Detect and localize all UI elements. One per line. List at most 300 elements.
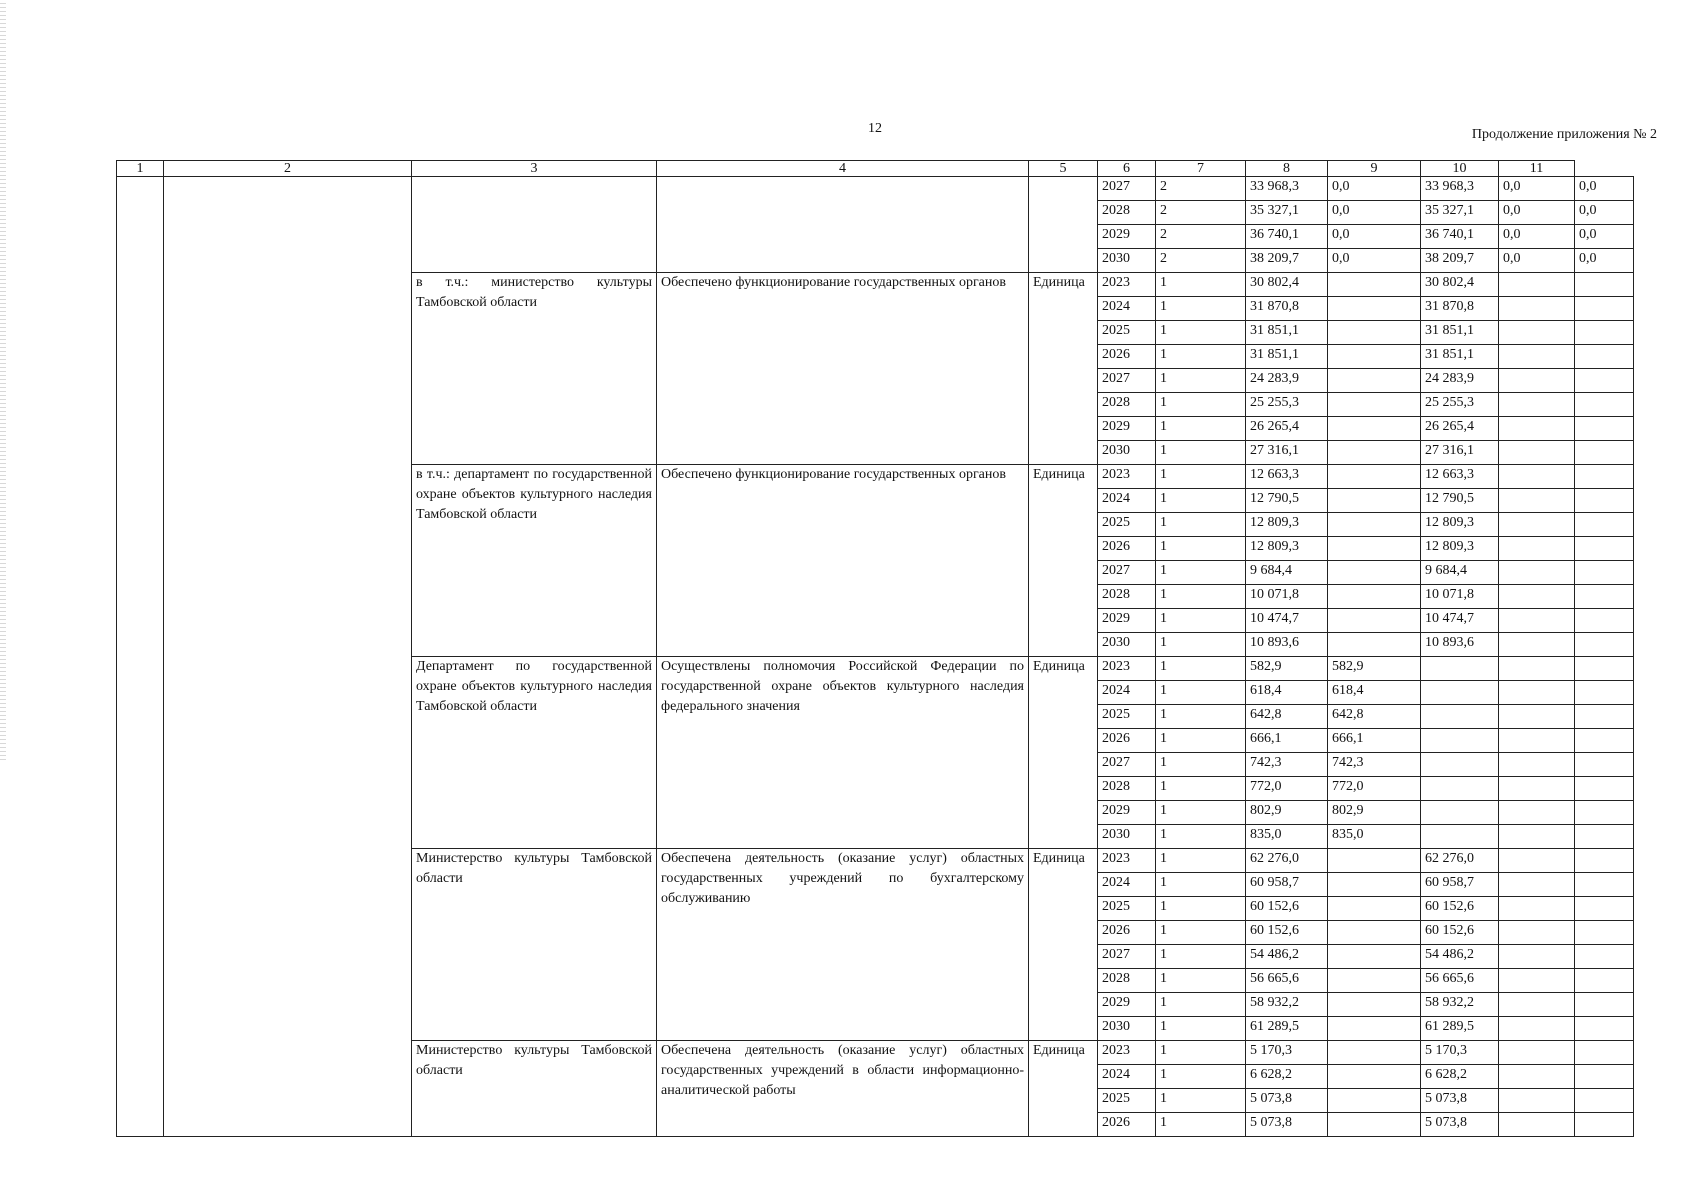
- local-cell: [1499, 657, 1575, 681]
- indicator-cell: 1: [1156, 537, 1246, 561]
- budget-table: [116, 160, 1634, 1137]
- indicator-cell: 1: [1156, 801, 1246, 825]
- other-cell: [1575, 369, 1634, 393]
- other-cell: [1575, 729, 1634, 753]
- local-cell: [1499, 681, 1575, 705]
- year-cell: 2024: [1098, 873, 1156, 897]
- result-cell: Обеспечена деятельность (оказание услуг) областных государственных учреждений по бухгалтерскому обслуживанию: [657, 849, 1029, 1041]
- total-cell: 5 073,8: [1246, 1089, 1328, 1113]
- local-cell: [1499, 633, 1575, 657]
- year-cell: 2027: [1098, 561, 1156, 585]
- regional-cell: 60 958,7: [1421, 873, 1499, 897]
- other-cell: [1575, 273, 1634, 297]
- local-cell: [1499, 273, 1575, 297]
- year-cell: 2023: [1098, 657, 1156, 681]
- other-cell: [1575, 465, 1634, 489]
- local-cell: [1499, 441, 1575, 465]
- other-cell: [1575, 513, 1634, 537]
- federal-cell: [1328, 369, 1421, 393]
- federal-cell: [1328, 945, 1421, 969]
- regional-cell: 60 152,6: [1421, 921, 1499, 945]
- regional-cell: 61 289,5: [1421, 1017, 1499, 1041]
- other-cell: [1575, 849, 1634, 873]
- year-cell: 2030: [1098, 1017, 1156, 1041]
- local-cell: 0,0: [1499, 249, 1575, 273]
- local-cell: [1499, 1041, 1575, 1065]
- total-cell: 10 893,6: [1246, 633, 1328, 657]
- local-cell: [1499, 393, 1575, 417]
- total-cell: 12 809,3: [1246, 513, 1328, 537]
- local-cell: 0,0: [1499, 201, 1575, 225]
- local-cell: [1499, 873, 1575, 897]
- regional-cell: 5 073,8: [1421, 1089, 1499, 1113]
- executor-cell: [412, 177, 657, 273]
- year-cell: 2024: [1098, 1065, 1156, 1089]
- federal-cell: 0,0: [1328, 201, 1421, 225]
- unit-cell: Единица: [1029, 465, 1098, 657]
- executor-cell: Министерство культуры Тамбовской области: [412, 849, 657, 1041]
- total-cell: 54 486,2: [1246, 945, 1328, 969]
- year-cell: 2024: [1098, 681, 1156, 705]
- other-cell: [1575, 609, 1634, 633]
- regional-cell: 31 851,1: [1421, 321, 1499, 345]
- year-cell: 2025: [1098, 321, 1156, 345]
- other-cell: [1575, 633, 1634, 657]
- regional-cell: 30 802,4: [1421, 273, 1499, 297]
- result-cell: [657, 177, 1029, 273]
- column-header: 8: [1246, 161, 1328, 177]
- other-cell: [1575, 753, 1634, 777]
- federal-cell: [1328, 1113, 1421, 1137]
- indicator-cell: 1: [1156, 297, 1246, 321]
- column-header: 6: [1098, 161, 1156, 177]
- unit-cell: Единица: [1029, 849, 1098, 1041]
- other-cell: [1575, 921, 1634, 945]
- local-cell: [1499, 753, 1575, 777]
- local-cell: [1499, 897, 1575, 921]
- indicator-cell: 1: [1156, 753, 1246, 777]
- indicator-cell: 1: [1156, 849, 1246, 873]
- indicator-cell: 1: [1156, 273, 1246, 297]
- federal-cell: [1328, 297, 1421, 321]
- federal-cell: 0,0: [1328, 177, 1421, 201]
- indicator-cell: 1: [1156, 393, 1246, 417]
- table-body: [117, 177, 1634, 1137]
- indicator-cell: 1: [1156, 633, 1246, 657]
- year-cell: 2030: [1098, 825, 1156, 849]
- regional-cell: [1421, 657, 1499, 681]
- year-cell: 2025: [1098, 513, 1156, 537]
- federal-cell: [1328, 417, 1421, 441]
- column-header: 3: [412, 161, 657, 177]
- year-cell: 2027: [1098, 753, 1156, 777]
- column-header: 4: [657, 161, 1029, 177]
- total-cell: 6 628,2: [1246, 1065, 1328, 1089]
- local-cell: [1499, 513, 1575, 537]
- indicator-cell: 1: [1156, 681, 1246, 705]
- federal-cell: [1328, 993, 1421, 1017]
- local-cell: [1499, 993, 1575, 1017]
- other-cell: [1575, 1065, 1634, 1089]
- indicator-cell: 1: [1156, 993, 1246, 1017]
- year-cell: 2027: [1098, 369, 1156, 393]
- federal-cell: [1328, 1065, 1421, 1089]
- local-cell: [1499, 1113, 1575, 1137]
- column-number-row: [117, 161, 1634, 177]
- executor-cell: Министерство культуры Тамбовской области: [412, 1041, 657, 1137]
- local-cell: [1499, 777, 1575, 801]
- federal-cell: [1328, 513, 1421, 537]
- federal-cell: 0,0: [1328, 225, 1421, 249]
- total-cell: 10 071,8: [1246, 585, 1328, 609]
- regional-cell: [1421, 705, 1499, 729]
- indicator-cell: 1: [1156, 1089, 1246, 1113]
- total-cell: 12 790,5: [1246, 489, 1328, 513]
- column-header: 11: [1499, 161, 1575, 177]
- year-cell: 2030: [1098, 441, 1156, 465]
- indicator-cell: 2: [1156, 249, 1246, 273]
- regional-cell: 58 932,2: [1421, 993, 1499, 1017]
- result-cell: Осуществлены полномочия Российской Федерации по государственной охране объектов культурного наследия федерального значения: [657, 657, 1029, 849]
- unit-cell: [1029, 177, 1098, 273]
- other-cell: [1575, 561, 1634, 585]
- local-cell: [1499, 321, 1575, 345]
- local-cell: 0,0: [1499, 177, 1575, 201]
- total-cell: 31 870,8: [1246, 297, 1328, 321]
- other-cell: 0,0: [1575, 249, 1634, 273]
- local-cell: [1499, 297, 1575, 321]
- federal-cell: [1328, 1017, 1421, 1041]
- indicator-cell: 1: [1156, 945, 1246, 969]
- year-cell: 2026: [1098, 345, 1156, 369]
- regional-cell: 12 663,3: [1421, 465, 1499, 489]
- page-number: 12: [868, 121, 882, 136]
- federal-cell: 0,0: [1328, 249, 1421, 273]
- other-cell: [1575, 1113, 1634, 1137]
- total-cell: 30 802,4: [1246, 273, 1328, 297]
- local-cell: [1499, 729, 1575, 753]
- year-cell: 2023: [1098, 273, 1156, 297]
- indicator-cell: 1: [1156, 369, 1246, 393]
- regional-cell: 31 851,1: [1421, 345, 1499, 369]
- local-cell: [1499, 465, 1575, 489]
- other-cell: [1575, 441, 1634, 465]
- indicator-cell: 1: [1156, 825, 1246, 849]
- total-cell: 666,1: [1246, 729, 1328, 753]
- federal-cell: [1328, 969, 1421, 993]
- column-header: 1: [117, 161, 164, 177]
- other-cell: [1575, 945, 1634, 969]
- other-cell: [1575, 489, 1634, 513]
- total-cell: 618,4: [1246, 681, 1328, 705]
- regional-cell: 35 327,1: [1421, 201, 1499, 225]
- regional-cell: 6 628,2: [1421, 1065, 1499, 1089]
- total-cell: 38 209,7: [1246, 249, 1328, 273]
- indicator-cell: 1: [1156, 873, 1246, 897]
- total-cell: 12 663,3: [1246, 465, 1328, 489]
- regional-cell: 38 209,7: [1421, 249, 1499, 273]
- federal-cell: [1328, 465, 1421, 489]
- indicator-cell: 2: [1156, 177, 1246, 201]
- indicator-cell: 1: [1156, 1041, 1246, 1065]
- regional-cell: 5 170,3: [1421, 1041, 1499, 1065]
- scan-edge-artifact: [0, 0, 6, 760]
- local-cell: [1499, 921, 1575, 945]
- federal-cell: 772,0: [1328, 777, 1421, 801]
- regional-cell: 12 809,3: [1421, 513, 1499, 537]
- regional-cell: 9 684,4: [1421, 561, 1499, 585]
- total-cell: 582,9: [1246, 657, 1328, 681]
- regional-cell: 12 790,5: [1421, 489, 1499, 513]
- total-cell: 31 851,1: [1246, 321, 1328, 345]
- other-cell: [1575, 321, 1634, 345]
- total-cell: 35 327,1: [1246, 201, 1328, 225]
- other-cell: [1575, 993, 1634, 1017]
- federal-cell: [1328, 537, 1421, 561]
- federal-cell: [1328, 585, 1421, 609]
- column-header: 10: [1421, 161, 1499, 177]
- indicator-cell: 1: [1156, 513, 1246, 537]
- local-cell: [1499, 561, 1575, 585]
- indicator-cell: 1: [1156, 729, 1246, 753]
- local-cell: [1499, 489, 1575, 513]
- indicator-cell: 1: [1156, 777, 1246, 801]
- total-cell: 10 474,7: [1246, 609, 1328, 633]
- indicator-cell: 2: [1156, 201, 1246, 225]
- local-cell: [1499, 537, 1575, 561]
- year-cell: 2028: [1098, 969, 1156, 993]
- indicator-cell: 1: [1156, 585, 1246, 609]
- local-cell: [1499, 417, 1575, 441]
- local-cell: [1499, 801, 1575, 825]
- regional-cell: 10 893,6: [1421, 633, 1499, 657]
- local-cell: [1499, 345, 1575, 369]
- indicator-cell: 1: [1156, 897, 1246, 921]
- year-cell: 2024: [1098, 297, 1156, 321]
- federal-cell: [1328, 1089, 1421, 1113]
- indicator-cell: 1: [1156, 705, 1246, 729]
- year-cell: 2025: [1098, 705, 1156, 729]
- indicator-cell: 1: [1156, 969, 1246, 993]
- total-cell: 742,3: [1246, 753, 1328, 777]
- year-cell: 2029: [1098, 417, 1156, 441]
- other-cell: [1575, 897, 1634, 921]
- federal-cell: 642,8: [1328, 705, 1421, 729]
- regional-cell: 56 665,6: [1421, 969, 1499, 993]
- year-cell: 2028: [1098, 201, 1156, 225]
- total-cell: 642,8: [1246, 705, 1328, 729]
- total-cell: 58 932,2: [1246, 993, 1328, 1017]
- column-header: 2: [164, 161, 412, 177]
- regional-cell: [1421, 729, 1499, 753]
- indicator-cell: 2: [1156, 225, 1246, 249]
- regional-cell: 10 474,7: [1421, 609, 1499, 633]
- unit-cell: Единица: [1029, 657, 1098, 849]
- year-cell: 2029: [1098, 993, 1156, 1017]
- other-cell: [1575, 705, 1634, 729]
- appendix-note: Продолжение приложения № 2: [1471, 127, 1657, 142]
- regional-cell: 12 809,3: [1421, 537, 1499, 561]
- total-cell: 27 316,1: [1246, 441, 1328, 465]
- regional-cell: [1421, 777, 1499, 801]
- indicator-cell: 1: [1156, 489, 1246, 513]
- regional-cell: 31 870,8: [1421, 297, 1499, 321]
- regional-cell: [1421, 801, 1499, 825]
- table-row: [117, 177, 1634, 201]
- total-cell: 33 968,3: [1246, 177, 1328, 201]
- regional-cell: 27 316,1: [1421, 441, 1499, 465]
- year-cell: 2024: [1098, 489, 1156, 513]
- federal-cell: [1328, 921, 1421, 945]
- local-cell: [1499, 945, 1575, 969]
- local-cell: [1499, 369, 1575, 393]
- total-cell: 25 255,3: [1246, 393, 1328, 417]
- regional-cell: 54 486,2: [1421, 945, 1499, 969]
- federal-cell: [1328, 321, 1421, 345]
- executor-cell: в т.ч.: министерство культуры Тамбовской области: [412, 273, 657, 465]
- other-cell: 0,0: [1575, 201, 1634, 225]
- local-cell: [1499, 849, 1575, 873]
- total-cell: 772,0: [1246, 777, 1328, 801]
- year-cell: 2027: [1098, 177, 1156, 201]
- local-cell: [1499, 609, 1575, 633]
- year-cell: 2026: [1098, 537, 1156, 561]
- federal-cell: 835,0: [1328, 825, 1421, 849]
- year-cell: 2027: [1098, 945, 1156, 969]
- indicator-cell: 1: [1156, 465, 1246, 489]
- federal-cell: 742,3: [1328, 753, 1421, 777]
- local-cell: [1499, 705, 1575, 729]
- other-cell: [1575, 585, 1634, 609]
- local-cell: [1499, 1017, 1575, 1041]
- year-cell: 2029: [1098, 225, 1156, 249]
- regional-cell: 5 073,8: [1421, 1113, 1499, 1137]
- year-cell: 2028: [1098, 585, 1156, 609]
- regional-cell: 60 152,6: [1421, 897, 1499, 921]
- total-cell: 56 665,6: [1246, 969, 1328, 993]
- other-cell: 0,0: [1575, 225, 1634, 249]
- indicator-cell: 1: [1156, 1065, 1246, 1089]
- federal-cell: [1328, 849, 1421, 873]
- result-cell: Обеспечено функционирование государственных органов: [657, 465, 1029, 657]
- year-cell: 2026: [1098, 729, 1156, 753]
- year-cell: 2023: [1098, 849, 1156, 873]
- local-cell: [1499, 1089, 1575, 1113]
- regional-cell: 26 265,4: [1421, 417, 1499, 441]
- year-cell: 2029: [1098, 801, 1156, 825]
- indicator-cell: 1: [1156, 1017, 1246, 1041]
- federal-cell: 802,9: [1328, 801, 1421, 825]
- other-cell: [1575, 657, 1634, 681]
- indicator-cell: 1: [1156, 441, 1246, 465]
- local-cell: [1499, 585, 1575, 609]
- indicator-cell: 1: [1156, 609, 1246, 633]
- indicator-cell: 1: [1156, 417, 1246, 441]
- executor-cell: Департамент по государственной охране объектов культурного наследия Тамбовской области: [412, 657, 657, 849]
- regional-cell: 62 276,0: [1421, 849, 1499, 873]
- regional-cell: 25 255,3: [1421, 393, 1499, 417]
- other-cell: [1575, 1089, 1634, 1113]
- regional-cell: 24 283,9: [1421, 369, 1499, 393]
- other-cell: [1575, 393, 1634, 417]
- indicator-cell: 1: [1156, 345, 1246, 369]
- column-header: 7: [1156, 161, 1246, 177]
- year-cell: 2026: [1098, 921, 1156, 945]
- other-cell: [1575, 297, 1634, 321]
- federal-cell: 666,1: [1328, 729, 1421, 753]
- total-cell: 24 283,9: [1246, 369, 1328, 393]
- total-cell: 36 740,1: [1246, 225, 1328, 249]
- other-cell: [1575, 345, 1634, 369]
- regional-cell: 36 740,1: [1421, 225, 1499, 249]
- year-cell: 2029: [1098, 609, 1156, 633]
- other-cell: [1575, 681, 1634, 705]
- local-cell: [1499, 1065, 1575, 1089]
- total-cell: 5 073,8: [1246, 1113, 1328, 1137]
- total-cell: 61 289,5: [1246, 1017, 1328, 1041]
- indicator-cell: 1: [1156, 1113, 1246, 1137]
- federal-cell: [1328, 393, 1421, 417]
- year-cell: 2028: [1098, 393, 1156, 417]
- federal-cell: [1328, 345, 1421, 369]
- total-cell: 60 152,6: [1246, 897, 1328, 921]
- local-cell: [1499, 969, 1575, 993]
- total-cell: 26 265,4: [1246, 417, 1328, 441]
- federal-cell: [1328, 489, 1421, 513]
- col1-cell: [117, 177, 164, 1137]
- indicator-cell: 1: [1156, 657, 1246, 681]
- result-cell: Обеспечено функционирование государственных органов: [657, 273, 1029, 465]
- year-cell: 2026: [1098, 1113, 1156, 1137]
- indicator-cell: 1: [1156, 561, 1246, 585]
- other-cell: [1575, 537, 1634, 561]
- other-cell: [1575, 777, 1634, 801]
- total-cell: 62 276,0: [1246, 849, 1328, 873]
- regional-cell: 33 968,3: [1421, 177, 1499, 201]
- year-cell: 2030: [1098, 633, 1156, 657]
- unit-cell: Единица: [1029, 273, 1098, 465]
- other-cell: [1575, 969, 1634, 993]
- year-cell: 2023: [1098, 465, 1156, 489]
- federal-cell: [1328, 441, 1421, 465]
- total-cell: 9 684,4: [1246, 561, 1328, 585]
- year-cell: 2025: [1098, 897, 1156, 921]
- federal-cell: 582,9: [1328, 657, 1421, 681]
- other-cell: [1575, 1017, 1634, 1041]
- other-cell: [1575, 873, 1634, 897]
- regional-cell: 10 071,8: [1421, 585, 1499, 609]
- result-cell: Обеспечена деятельность (оказание услуг) областных государственных учреждений в области информационно-аналитической работы: [657, 1041, 1029, 1137]
- column-header: 5: [1029, 161, 1098, 177]
- year-cell: 2025: [1098, 1089, 1156, 1113]
- federal-cell: 618,4: [1328, 681, 1421, 705]
- other-cell: [1575, 801, 1634, 825]
- other-cell: 0,0: [1575, 177, 1634, 201]
- regional-cell: [1421, 825, 1499, 849]
- total-cell: 60 152,6: [1246, 921, 1328, 945]
- total-cell: 12 809,3: [1246, 537, 1328, 561]
- indicator-cell: 1: [1156, 321, 1246, 345]
- other-cell: [1575, 825, 1634, 849]
- total-cell: 835,0: [1246, 825, 1328, 849]
- local-cell: 0,0: [1499, 225, 1575, 249]
- federal-cell: [1328, 633, 1421, 657]
- federal-cell: [1328, 561, 1421, 585]
- column-header: 9: [1328, 161, 1421, 177]
- year-cell: 2028: [1098, 777, 1156, 801]
- total-cell: 31 851,1: [1246, 345, 1328, 369]
- total-cell: 5 170,3: [1246, 1041, 1328, 1065]
